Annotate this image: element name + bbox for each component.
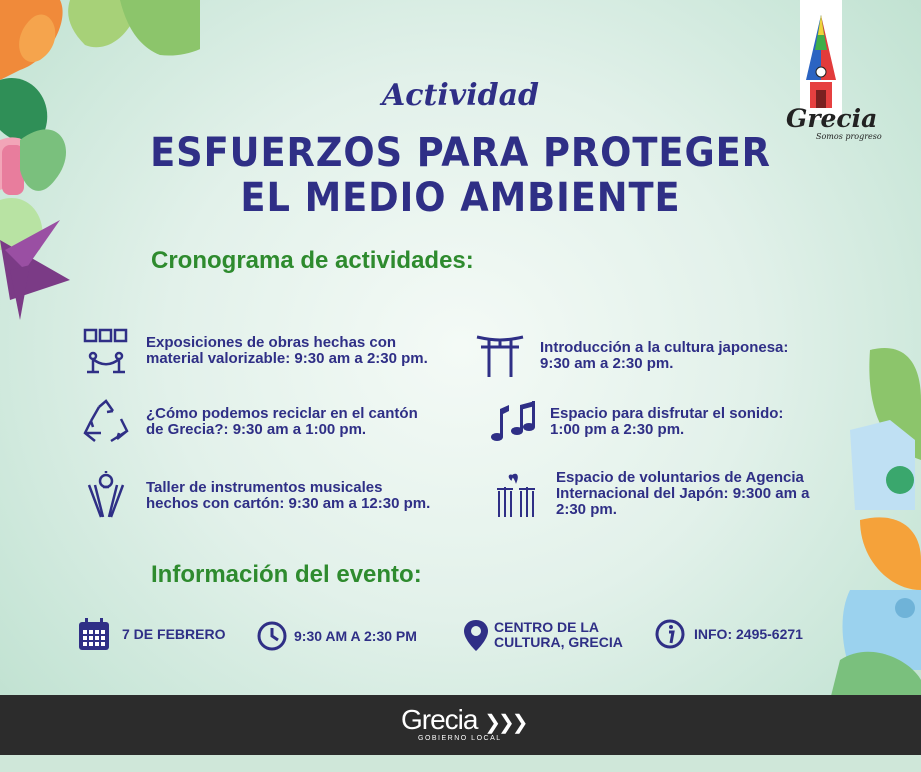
calendar-icon [76, 616, 112, 652]
activity-japanese-culture-line1: Introducción a la cultura japonesa: [540, 339, 789, 356]
footer-subtitle: GOBIERNO LOCAL [418, 735, 502, 742]
grecia-logo-tagline: Somos progreso [816, 132, 882, 141]
activity-volunteers-line1: Espacio de voluntarios de Agencia [556, 469, 804, 486]
event-info-heading: Información del evento: [151, 561, 422, 588]
activity-sound-line2: 1:00 pm a 2:30 pm. [550, 421, 685, 438]
activity-volunteers [490, 468, 809, 520]
info-icon [652, 616, 688, 652]
footer-logo [401, 704, 526, 736]
activity-japanese-culture [474, 330, 788, 382]
leaf-decoration-right [830, 340, 921, 700]
activity-volunteers-line2: Internacional del Japón: 9:300 am a [556, 485, 810, 502]
volunteer-hands-icon [490, 468, 542, 520]
activity-volunteers-line3: 2:30 pm. [556, 501, 617, 518]
activity-japanese-culture-line2: 9:30 am a 2:30 pm. [540, 355, 674, 372]
main-title-line-1: ESFUERZOS PARA PROTEGER [150, 130, 771, 176]
torii-gate-icon [474, 330, 526, 382]
event-date-text: 7 DE FEBRERO [122, 625, 226, 642]
event-place [458, 617, 623, 653]
event-time [254, 618, 417, 654]
activity-instruments [80, 470, 430, 522]
bottom-strip [0, 755, 921, 772]
location-pin-icon [458, 617, 494, 653]
schedule-heading: Cronograma de actividades: [151, 247, 474, 274]
activity-instruments-line2: hechos con cartón: 9:30 am a 12:30 pm. [146, 495, 431, 512]
activity-exhibits-line2: material valorizable: 9:30 am a 2:30 pm. [146, 350, 428, 367]
museum-exhibit-icon [80, 325, 132, 377]
event-time-text: 9:30 AM A 2:30 PM [294, 627, 417, 644]
activity-exhibits-line1: Exposiciones de obras hechas con [146, 334, 397, 351]
music-notes-icon [484, 396, 536, 448]
brushes-bulb-icon [80, 470, 132, 522]
activity-exhibits [80, 325, 428, 377]
event-contact-text: INFO: 2495-6271 [694, 625, 803, 642]
event-contact [652, 616, 803, 652]
clock-icon [254, 618, 290, 654]
main-title-line-2: EL MEDIO AMBIENTE [240, 175, 681, 221]
footer-logo-text: Grecia [401, 704, 478, 735]
activity-instruments-line1: Taller de instrumentos musicales [146, 479, 383, 496]
grecia-logo-text: Grecia [786, 104, 878, 133]
activity-sound-line1: Espacio para disfrutar el sonido: [550, 405, 784, 422]
pre-title: Actividad [381, 78, 540, 113]
event-place-line1: CENTRO DE LA [494, 619, 599, 635]
activity-recycling-line2: de Grecia?: 9:30 am a 1:00 pm. [146, 421, 367, 438]
event-place-line2: CULTURA, GRECIA [494, 634, 623, 650]
event-date [76, 616, 225, 652]
footer-logo-chevrons-icon: ❯❯❯ [484, 712, 526, 734]
activity-sound [484, 396, 783, 448]
activity-recycling [80, 396, 418, 448]
activity-recycling-line1: ¿Cómo podemos reciclar en el cantón [146, 405, 418, 422]
recycle-icon [80, 396, 132, 448]
